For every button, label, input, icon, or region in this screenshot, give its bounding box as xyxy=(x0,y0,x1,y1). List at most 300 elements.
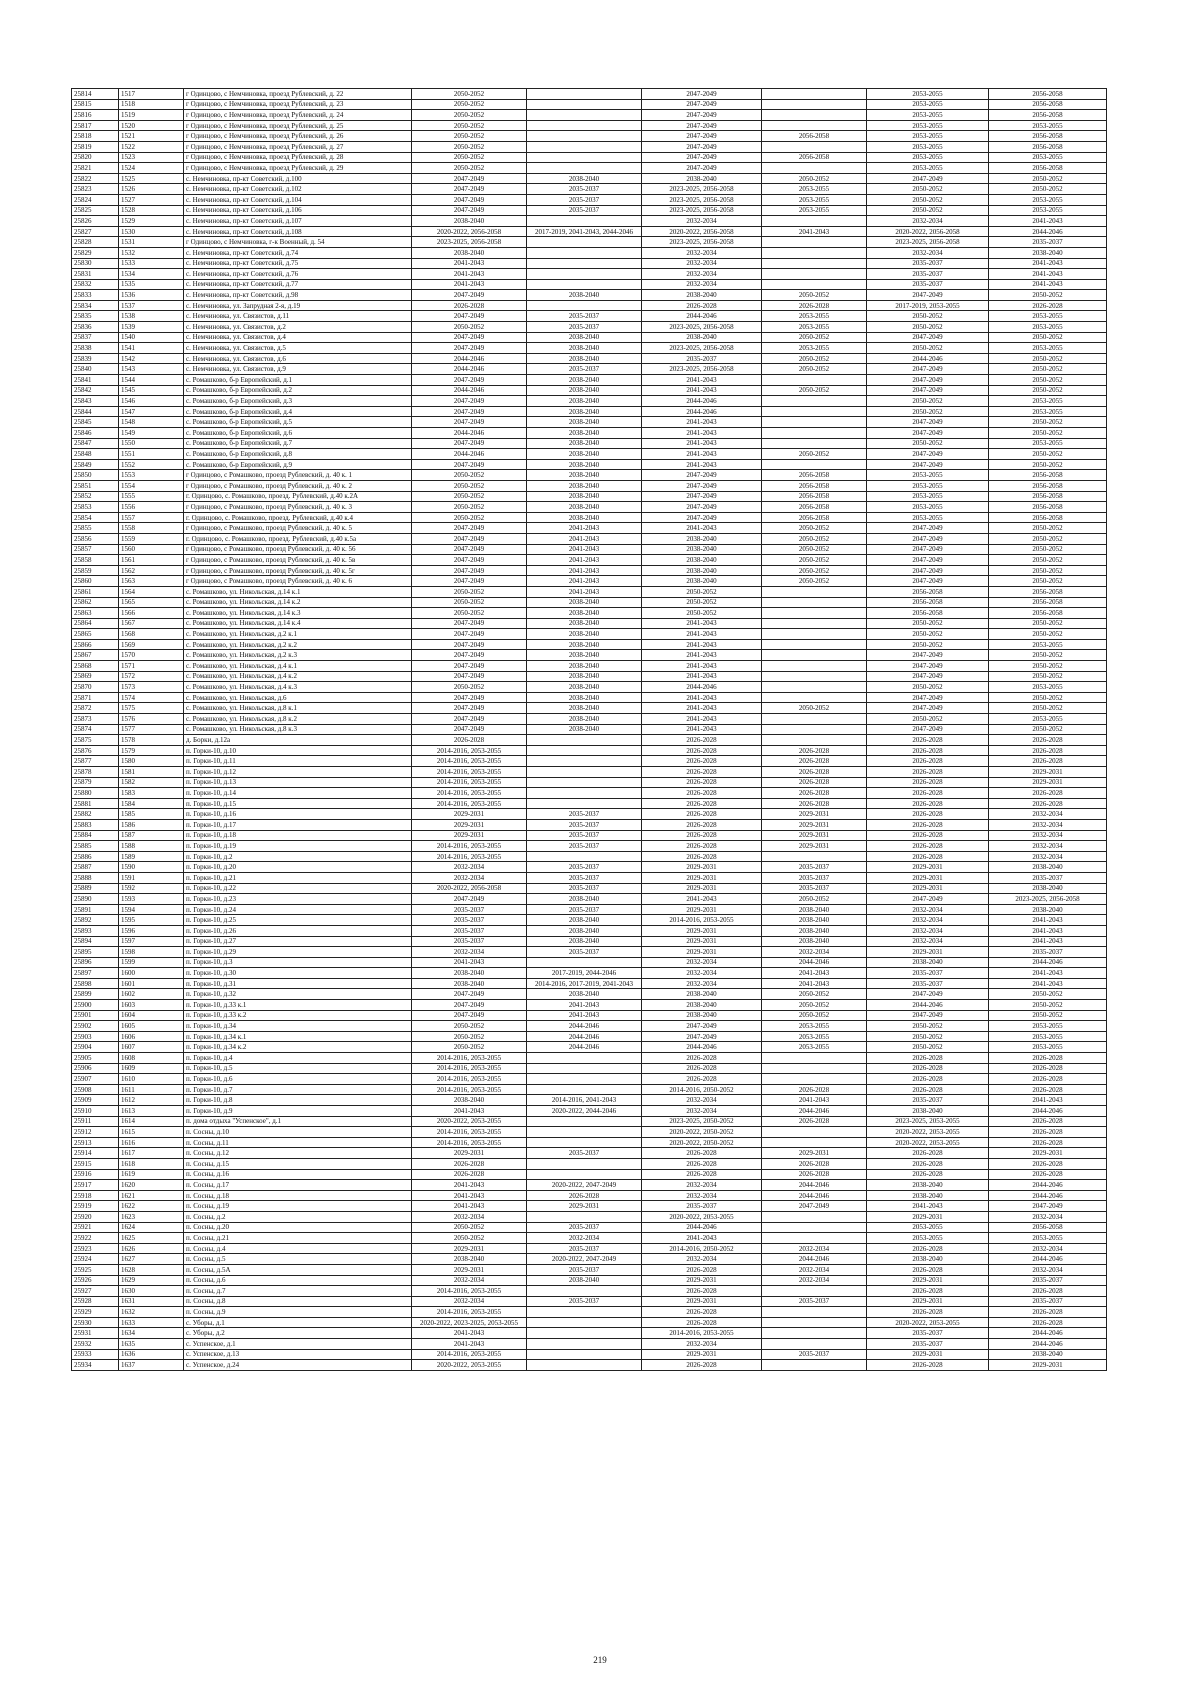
period-4-cell: 2050-2052 xyxy=(762,703,867,714)
row-id-cell: 25838 xyxy=(72,343,119,354)
row-id-cell: 25913 xyxy=(72,1137,119,1148)
period-4-cell: 2035-2037 xyxy=(762,1349,867,1360)
row-id-cell: 25816 xyxy=(72,110,119,121)
period-2-cell: 2038-2040 xyxy=(527,629,642,640)
period-3-cell: 2026-2028 xyxy=(642,1264,762,1275)
table-body xyxy=(72,89,1107,1371)
row-id-cell: 25859 xyxy=(72,565,119,576)
period-6-cell: 2029-2031 xyxy=(989,1148,1107,1159)
row-id-cell: 25822 xyxy=(72,173,119,184)
period-5-cell: 2047-2049 xyxy=(867,533,989,544)
period-1-cell: 2032-2034 xyxy=(412,1296,527,1307)
period-4-cell: 2050-2052 xyxy=(762,332,867,343)
table-row xyxy=(72,237,1107,248)
period-3-cell: 2026-2028 xyxy=(642,1063,762,1074)
period-5-cell: 2026-2028 xyxy=(867,1053,989,1064)
table-row xyxy=(72,216,1107,227)
period-4-cell xyxy=(762,1211,867,1222)
period-3-cell: 2035-2037 xyxy=(642,1201,762,1212)
table-row xyxy=(72,512,1107,523)
address-cell: с. Немчиновка, ул. Связистов, д.5 xyxy=(184,343,412,354)
address-cell: п. Сосны, д.8 xyxy=(184,1296,412,1307)
period-5-cell: 2038-2040 xyxy=(867,1180,989,1191)
row-id-cell: 25921 xyxy=(72,1222,119,1233)
address-cell: д. Борки, д.12а xyxy=(184,735,412,746)
table-row xyxy=(72,184,1107,195)
object-number-cell: 1543 xyxy=(119,364,184,375)
row-id-cell: 25872 xyxy=(72,703,119,714)
period-4-cell xyxy=(762,99,867,110)
period-3-cell: 2041-2043 xyxy=(642,523,762,534)
period-4-cell: 2050-2052 xyxy=(762,523,867,534)
object-number-cell: 1595 xyxy=(119,915,184,926)
address-cell: п. Горки-10, д.23 xyxy=(184,894,412,905)
row-id-cell: 25900 xyxy=(72,1000,119,1011)
period-2-cell: 2041-2043 xyxy=(527,565,642,576)
address-cell: с. Ромашково, ул. Никольская, д.14 к.4 xyxy=(184,618,412,629)
period-5-cell: 2053-2055 xyxy=(867,470,989,481)
object-number-cell: 1587 xyxy=(119,830,184,841)
address-cell: с. Ромашково, ул. Никольская, д.4 к.3 xyxy=(184,682,412,693)
period-1-cell: 2050-2052 xyxy=(412,120,527,131)
period-1-cell: 2047-2049 xyxy=(412,406,527,417)
period-2-cell: 2038-2040 xyxy=(527,661,642,672)
period-3-cell: 2032-2034 xyxy=(642,957,762,968)
period-5-cell: 2026-2028 xyxy=(867,1063,989,1074)
period-5-cell: 2026-2028 xyxy=(867,1074,989,1085)
address-cell: п. Горки-10, д.20 xyxy=(184,862,412,873)
period-3-cell: 2026-2028 xyxy=(642,735,762,746)
table-row xyxy=(72,385,1107,396)
address-cell: с. Ромашково, б-р Европейский, д.3 xyxy=(184,396,412,407)
object-number-cell: 1518 xyxy=(119,99,184,110)
period-5-cell: 2047-2049 xyxy=(867,1010,989,1021)
period-3-cell: 2026-2028 xyxy=(642,756,762,767)
object-number-cell: 1536 xyxy=(119,290,184,301)
period-5-cell: 2026-2028 xyxy=(867,1264,989,1275)
period-4-cell: 2026-2028 xyxy=(762,1169,867,1180)
object-number-cell: 1519 xyxy=(119,110,184,121)
period-2-cell: 2035-2037 xyxy=(527,872,642,883)
period-4-cell: 2041-2043 xyxy=(762,226,867,237)
period-3-cell: 2020-2022, 2056-2058 xyxy=(642,226,762,237)
period-1-cell: 2029-2031 xyxy=(412,819,527,830)
period-4-cell xyxy=(762,1074,867,1085)
period-3-cell: 2047-2049 xyxy=(642,141,762,152)
period-6-cell: 2056-2058 xyxy=(989,491,1107,502)
period-2-cell xyxy=(527,1053,642,1064)
object-number-cell: 1586 xyxy=(119,819,184,830)
object-number-cell: 1597 xyxy=(119,936,184,947)
period-6-cell: 2053-2055 xyxy=(989,438,1107,449)
address-cell: г Одинцово, с Ромашково, проезд Рублевский, д. 40 к. 1 xyxy=(184,470,412,481)
address-cell: с. Немчиновка, пр-кт Советский, д.102 xyxy=(184,184,412,195)
period-4-cell: 2026-2028 xyxy=(762,767,867,778)
period-3-cell: 2041-2043 xyxy=(642,639,762,650)
period-5-cell: 2035-2037 xyxy=(867,1095,989,1106)
table-row xyxy=(72,1349,1107,1360)
object-number-cell: 1560 xyxy=(119,544,184,555)
period-1-cell: 2050-2052 xyxy=(412,131,527,142)
row-id-cell: 25884 xyxy=(72,830,119,841)
period-1-cell: 2047-2049 xyxy=(412,1010,527,1021)
period-1-cell: 2050-2052 xyxy=(412,322,527,333)
period-1-cell: 2047-2049 xyxy=(412,533,527,544)
period-4-cell xyxy=(762,1339,867,1350)
period-1-cell: 2014-2016, 2053-2055 xyxy=(412,1127,527,1138)
period-4-cell: 2050-2052 xyxy=(762,385,867,396)
row-id-cell: 25894 xyxy=(72,936,119,947)
period-1-cell: 2047-2049 xyxy=(412,661,527,672)
period-6-cell: 2053-2055 xyxy=(989,639,1107,650)
period-6-cell: 2050-2052 xyxy=(989,671,1107,682)
table-row xyxy=(72,1000,1107,1011)
period-3-cell: 2026-2028 xyxy=(642,809,762,820)
period-5-cell: 2035-2037 xyxy=(867,1339,989,1350)
table-row xyxy=(72,428,1107,439)
table-row xyxy=(72,957,1107,968)
period-5-cell: 2047-2049 xyxy=(867,417,989,428)
period-3-cell: 2047-2049 xyxy=(642,99,762,110)
address-cell: с. Немчиновка, пр-кт Советский, д.104 xyxy=(184,194,412,205)
period-2-cell xyxy=(527,1084,642,1095)
period-4-cell: 2035-2037 xyxy=(762,1296,867,1307)
object-number-cell: 1610 xyxy=(119,1074,184,1085)
period-4-cell: 2035-2037 xyxy=(762,872,867,883)
period-5-cell: 2026-2028 xyxy=(867,830,989,841)
period-1-cell: 2041-2043 xyxy=(412,1201,527,1212)
period-4-cell: 2044-2046 xyxy=(762,1106,867,1117)
table-row xyxy=(72,290,1107,301)
object-number-cell: 1626 xyxy=(119,1243,184,1254)
period-2-cell xyxy=(527,269,642,280)
address-cell: п. Горки-10, д.30 xyxy=(184,968,412,979)
period-5-cell: 2053-2055 xyxy=(867,512,989,523)
period-2-cell: 2038-2040 xyxy=(527,608,642,619)
row-id-cell: 25878 xyxy=(72,767,119,778)
row-id-cell: 25833 xyxy=(72,290,119,301)
period-1-cell: 2038-2040 xyxy=(412,978,527,989)
period-3-cell: 2041-2043 xyxy=(642,703,762,714)
address-cell: с. Немчиновка, ул. Связистов, д.4 xyxy=(184,332,412,343)
period-1-cell: 2020-2022, 2056-2058 xyxy=(412,226,527,237)
period-4-cell: 2053-2055 xyxy=(762,1042,867,1053)
period-4-cell: 2041-2043 xyxy=(762,968,867,979)
table-row xyxy=(72,406,1107,417)
address-cell: п. Горки-10, д.9 xyxy=(184,1106,412,1117)
address-cell: с. Успенское, д.13 xyxy=(184,1349,412,1360)
row-id-cell: 25844 xyxy=(72,406,119,417)
period-2-cell xyxy=(527,745,642,756)
period-6-cell: 2035-2037 xyxy=(989,1296,1107,1307)
row-id-cell: 25826 xyxy=(72,216,119,227)
object-number-cell: 1545 xyxy=(119,385,184,396)
address-cell: г Одинцово, с Ромашково, проезд Рублевский, д. 40 к. 56 xyxy=(184,544,412,555)
period-5-cell: 2053-2055 xyxy=(867,502,989,513)
period-5-cell: 2026-2028 xyxy=(867,777,989,788)
period-5-cell: 2032-2034 xyxy=(867,915,989,926)
period-4-cell: 2029-2031 xyxy=(762,819,867,830)
period-3-cell: 2050-2052 xyxy=(642,597,762,608)
period-6-cell: 2050-2052 xyxy=(989,428,1107,439)
period-6-cell: 2035-2037 xyxy=(989,947,1107,958)
table-row xyxy=(72,1031,1107,1042)
period-2-cell: 2020-2022, 2047-2049 xyxy=(527,1254,642,1265)
period-6-cell: 2050-2052 xyxy=(989,449,1107,460)
period-6-cell: 2032-2034 xyxy=(989,851,1107,862)
object-number-cell: 1600 xyxy=(119,968,184,979)
period-3-cell: 2020-2022, 2050-2052 xyxy=(642,1137,762,1148)
period-6-cell: 2026-2028 xyxy=(989,1317,1107,1328)
period-1-cell: 2044-2046 xyxy=(412,428,527,439)
period-6-cell: 2041-2043 xyxy=(989,936,1107,947)
object-number-cell: 1573 xyxy=(119,682,184,693)
period-6-cell: 2050-2052 xyxy=(989,1010,1107,1021)
period-4-cell xyxy=(762,597,867,608)
address-cell: с. Ромашково, б-р Европейский, д.6 xyxy=(184,428,412,439)
address-cell: п. Горки-10, д.21 xyxy=(184,872,412,883)
row-id-cell: 25905 xyxy=(72,1053,119,1064)
address-cell: г Одинцово, с Ромашково, проезд Рублевский, д. 40 к. 5в xyxy=(184,555,412,566)
address-cell: с. Немчиновка, ул. Связистов, д.6 xyxy=(184,353,412,364)
row-id-cell: 25908 xyxy=(72,1084,119,1095)
row-id-cell: 25815 xyxy=(72,99,119,110)
table-row xyxy=(72,756,1107,767)
table-row xyxy=(72,194,1107,205)
period-1-cell: 2050-2052 xyxy=(412,491,527,502)
period-4-cell xyxy=(762,608,867,619)
period-4-cell: 2032-2034 xyxy=(762,1264,867,1275)
period-4-cell xyxy=(762,650,867,661)
period-2-cell xyxy=(527,767,642,778)
period-6-cell: 2050-2052 xyxy=(989,459,1107,470)
period-6-cell: 2050-2052 xyxy=(989,290,1107,301)
period-3-cell: 2047-2049 xyxy=(642,152,762,163)
object-number-cell: 1570 xyxy=(119,650,184,661)
period-3-cell: 2032-2034 xyxy=(642,258,762,269)
period-3-cell: 2041-2043 xyxy=(642,894,762,905)
period-2-cell: 2038-2040 xyxy=(527,692,642,703)
address-cell: с. Немчиновка, ул. Связистов, д.9 xyxy=(184,364,412,375)
period-1-cell: 2041-2043 xyxy=(412,279,527,290)
period-6-cell: 2053-2055 xyxy=(989,1233,1107,1244)
period-3-cell: 2023-2025, 2056-2058 xyxy=(642,184,762,195)
address-cell: п. Горки-10, д.8 xyxy=(184,1095,412,1106)
period-3-cell: 2026-2028 xyxy=(642,788,762,799)
period-5-cell: 2053-2055 xyxy=(867,99,989,110)
period-3-cell: 2026-2028 xyxy=(642,819,762,830)
period-3-cell: 2038-2040 xyxy=(642,555,762,566)
table-row xyxy=(72,1180,1107,1191)
period-2-cell xyxy=(527,237,642,248)
row-id-cell: 25850 xyxy=(72,470,119,481)
period-2-cell: 2038-2040 xyxy=(527,406,642,417)
address-cell: с. Немчиновка, пр-кт Советский, д.108 xyxy=(184,226,412,237)
object-number-cell: 1521 xyxy=(119,131,184,142)
object-number-cell: 1559 xyxy=(119,533,184,544)
period-4-cell xyxy=(762,661,867,672)
address-cell: п. дома отдыха "Успенское", д.1 xyxy=(184,1116,412,1127)
period-4-cell: 2032-2034 xyxy=(762,1243,867,1254)
table-row xyxy=(72,269,1107,280)
period-6-cell: 2041-2043 xyxy=(989,258,1107,269)
row-id-cell: 25923 xyxy=(72,1243,119,1254)
object-number-cell: 1623 xyxy=(119,1211,184,1222)
row-id-cell: 25814 xyxy=(72,89,119,100)
period-1-cell: 2041-2043 xyxy=(412,269,527,280)
row-id-cell: 25852 xyxy=(72,491,119,502)
object-number-cell: 1546 xyxy=(119,396,184,407)
period-5-cell: 2032-2034 xyxy=(867,925,989,936)
period-5-cell: 2026-2028 xyxy=(867,745,989,756)
period-2-cell xyxy=(527,1360,642,1371)
period-5-cell: 2053-2055 xyxy=(867,89,989,100)
period-3-cell: 2032-2034 xyxy=(642,216,762,227)
period-5-cell: 2026-2028 xyxy=(867,819,989,830)
object-number-cell: 1612 xyxy=(119,1095,184,1106)
table-row xyxy=(72,1137,1107,1148)
period-4-cell: 2053-2055 xyxy=(762,322,867,333)
period-6-cell: 2029-2031 xyxy=(989,777,1107,788)
address-cell: с. Немчиновка, пр-кт Советский, д.100 xyxy=(184,173,412,184)
period-4-cell: 2056-2058 xyxy=(762,512,867,523)
period-5-cell: 2047-2049 xyxy=(867,428,989,439)
table-row xyxy=(72,1339,1107,1350)
row-id-cell: 25897 xyxy=(72,968,119,979)
period-1-cell: 2014-2016, 2053-2055 xyxy=(412,1074,527,1085)
page-number: 219 xyxy=(593,1655,607,1665)
object-number-cell: 1629 xyxy=(119,1275,184,1286)
period-1-cell: 2047-2049 xyxy=(412,205,527,216)
period-5-cell: 2050-2052 xyxy=(867,438,989,449)
row-id-cell: 25924 xyxy=(72,1254,119,1265)
row-id-cell: 25925 xyxy=(72,1264,119,1275)
period-4-cell: 2050-2052 xyxy=(762,364,867,375)
period-4-cell xyxy=(762,671,867,682)
address-cell: с. Ромашково, ул. Никольская, д.2 к.3 xyxy=(184,650,412,661)
period-6-cell: 2056-2058 xyxy=(989,110,1107,121)
period-1-cell: 2020-2022, 2053-2055 xyxy=(412,1116,527,1127)
period-4-cell: 2026-2028 xyxy=(762,1116,867,1127)
period-2-cell: 2035-2037 xyxy=(527,947,642,958)
row-id-cell: 25846 xyxy=(72,428,119,439)
period-3-cell: 2029-2031 xyxy=(642,1275,762,1286)
period-1-cell: 2047-2049 xyxy=(412,332,527,343)
period-3-cell: 2026-2028 xyxy=(642,1053,762,1064)
period-6-cell: 2050-2052 xyxy=(989,650,1107,661)
object-number-cell: 1557 xyxy=(119,512,184,523)
period-6-cell: 2038-2040 xyxy=(989,883,1107,894)
object-number-cell: 1566 xyxy=(119,608,184,619)
address-cell: с. Ромашково, б-р Европейский, д.4 xyxy=(184,406,412,417)
row-id-cell: 25918 xyxy=(72,1190,119,1201)
period-1-cell: 2050-2052 xyxy=(412,470,527,481)
period-2-cell xyxy=(527,1137,642,1148)
table-row xyxy=(72,597,1107,608)
period-5-cell: 2050-2052 xyxy=(867,205,989,216)
period-1-cell: 2047-2049 xyxy=(412,523,527,534)
period-4-cell xyxy=(762,1307,867,1318)
period-3-cell: 2041-2043 xyxy=(642,1233,762,1244)
address-cell: п. Горки-10, д.27 xyxy=(184,936,412,947)
address-cell: с. Ромашково, б-р Европейский, д.2 xyxy=(184,385,412,396)
address-cell: г Одинцово, с Немчиновка, проезд Рублевский, д. 27 xyxy=(184,141,412,152)
object-number-cell: 1561 xyxy=(119,555,184,566)
period-3-cell: 2047-2049 xyxy=(642,110,762,121)
table-row xyxy=(72,375,1107,386)
table-row xyxy=(72,258,1107,269)
period-2-cell: 2035-2037 xyxy=(527,1222,642,1233)
table-row xyxy=(72,311,1107,322)
period-4-cell: 2053-2055 xyxy=(762,343,867,354)
period-3-cell: 2038-2040 xyxy=(642,533,762,544)
object-number-cell: 1522 xyxy=(119,141,184,152)
table-row xyxy=(72,1233,1107,1244)
table-row xyxy=(72,1106,1107,1117)
period-5-cell: 2029-2031 xyxy=(867,872,989,883)
period-2-cell: 2044-2046 xyxy=(527,1021,642,1032)
period-5-cell: 2050-2052 xyxy=(867,629,989,640)
period-3-cell: 2032-2034 xyxy=(642,279,762,290)
period-4-cell xyxy=(762,851,867,862)
row-id-cell: 25893 xyxy=(72,925,119,936)
object-number-cell: 1635 xyxy=(119,1339,184,1350)
period-1-cell: 2050-2052 xyxy=(412,1031,527,1042)
table-row xyxy=(72,1084,1107,1095)
object-number-cell: 1608 xyxy=(119,1053,184,1064)
table-row xyxy=(72,89,1107,100)
period-3-cell: 2029-2031 xyxy=(642,936,762,947)
period-1-cell: 2035-2037 xyxy=(412,904,527,915)
row-id-cell: 25856 xyxy=(72,533,119,544)
table-row xyxy=(72,1222,1107,1233)
period-6-cell: 2026-2028 xyxy=(989,1137,1107,1148)
row-id-cell: 25903 xyxy=(72,1031,119,1042)
row-id-cell: 25871 xyxy=(72,692,119,703)
object-number-cell: 1569 xyxy=(119,639,184,650)
table-row xyxy=(72,120,1107,131)
period-1-cell: 2041-2043 xyxy=(412,1328,527,1339)
period-1-cell: 2014-2016, 2053-2055 xyxy=(412,777,527,788)
period-1-cell: 2014-2016, 2053-2055 xyxy=(412,1307,527,1318)
object-number-cell: 1583 xyxy=(119,788,184,799)
period-4-cell xyxy=(762,692,867,703)
period-1-cell: 2047-2049 xyxy=(412,343,527,354)
period-1-cell: 2044-2046 xyxy=(412,364,527,375)
address-cell: п. Сосны, д.21 xyxy=(184,1233,412,1244)
period-6-cell: 2026-2028 xyxy=(989,1053,1107,1064)
period-2-cell xyxy=(527,131,642,142)
row-id-cell: 25840 xyxy=(72,364,119,375)
period-2-cell xyxy=(527,1328,642,1339)
period-4-cell xyxy=(762,1286,867,1297)
table-row xyxy=(72,1127,1107,1138)
period-6-cell: 2032-2034 xyxy=(989,1264,1107,1275)
period-3-cell: 2029-2031 xyxy=(642,947,762,958)
object-number-cell: 1584 xyxy=(119,798,184,809)
row-id-cell: 25841 xyxy=(72,375,119,386)
row-id-cell: 25849 xyxy=(72,459,119,470)
period-6-cell: 2032-2034 xyxy=(989,819,1107,830)
period-1-cell: 2047-2049 xyxy=(412,714,527,725)
period-4-cell: 2044-2046 xyxy=(762,957,867,968)
period-1-cell: 2032-2034 xyxy=(412,872,527,883)
period-6-cell: 2026-2028 xyxy=(989,1074,1107,1085)
period-4-cell xyxy=(762,89,867,100)
table-row xyxy=(72,533,1107,544)
period-4-cell xyxy=(762,459,867,470)
table-row xyxy=(72,989,1107,1000)
